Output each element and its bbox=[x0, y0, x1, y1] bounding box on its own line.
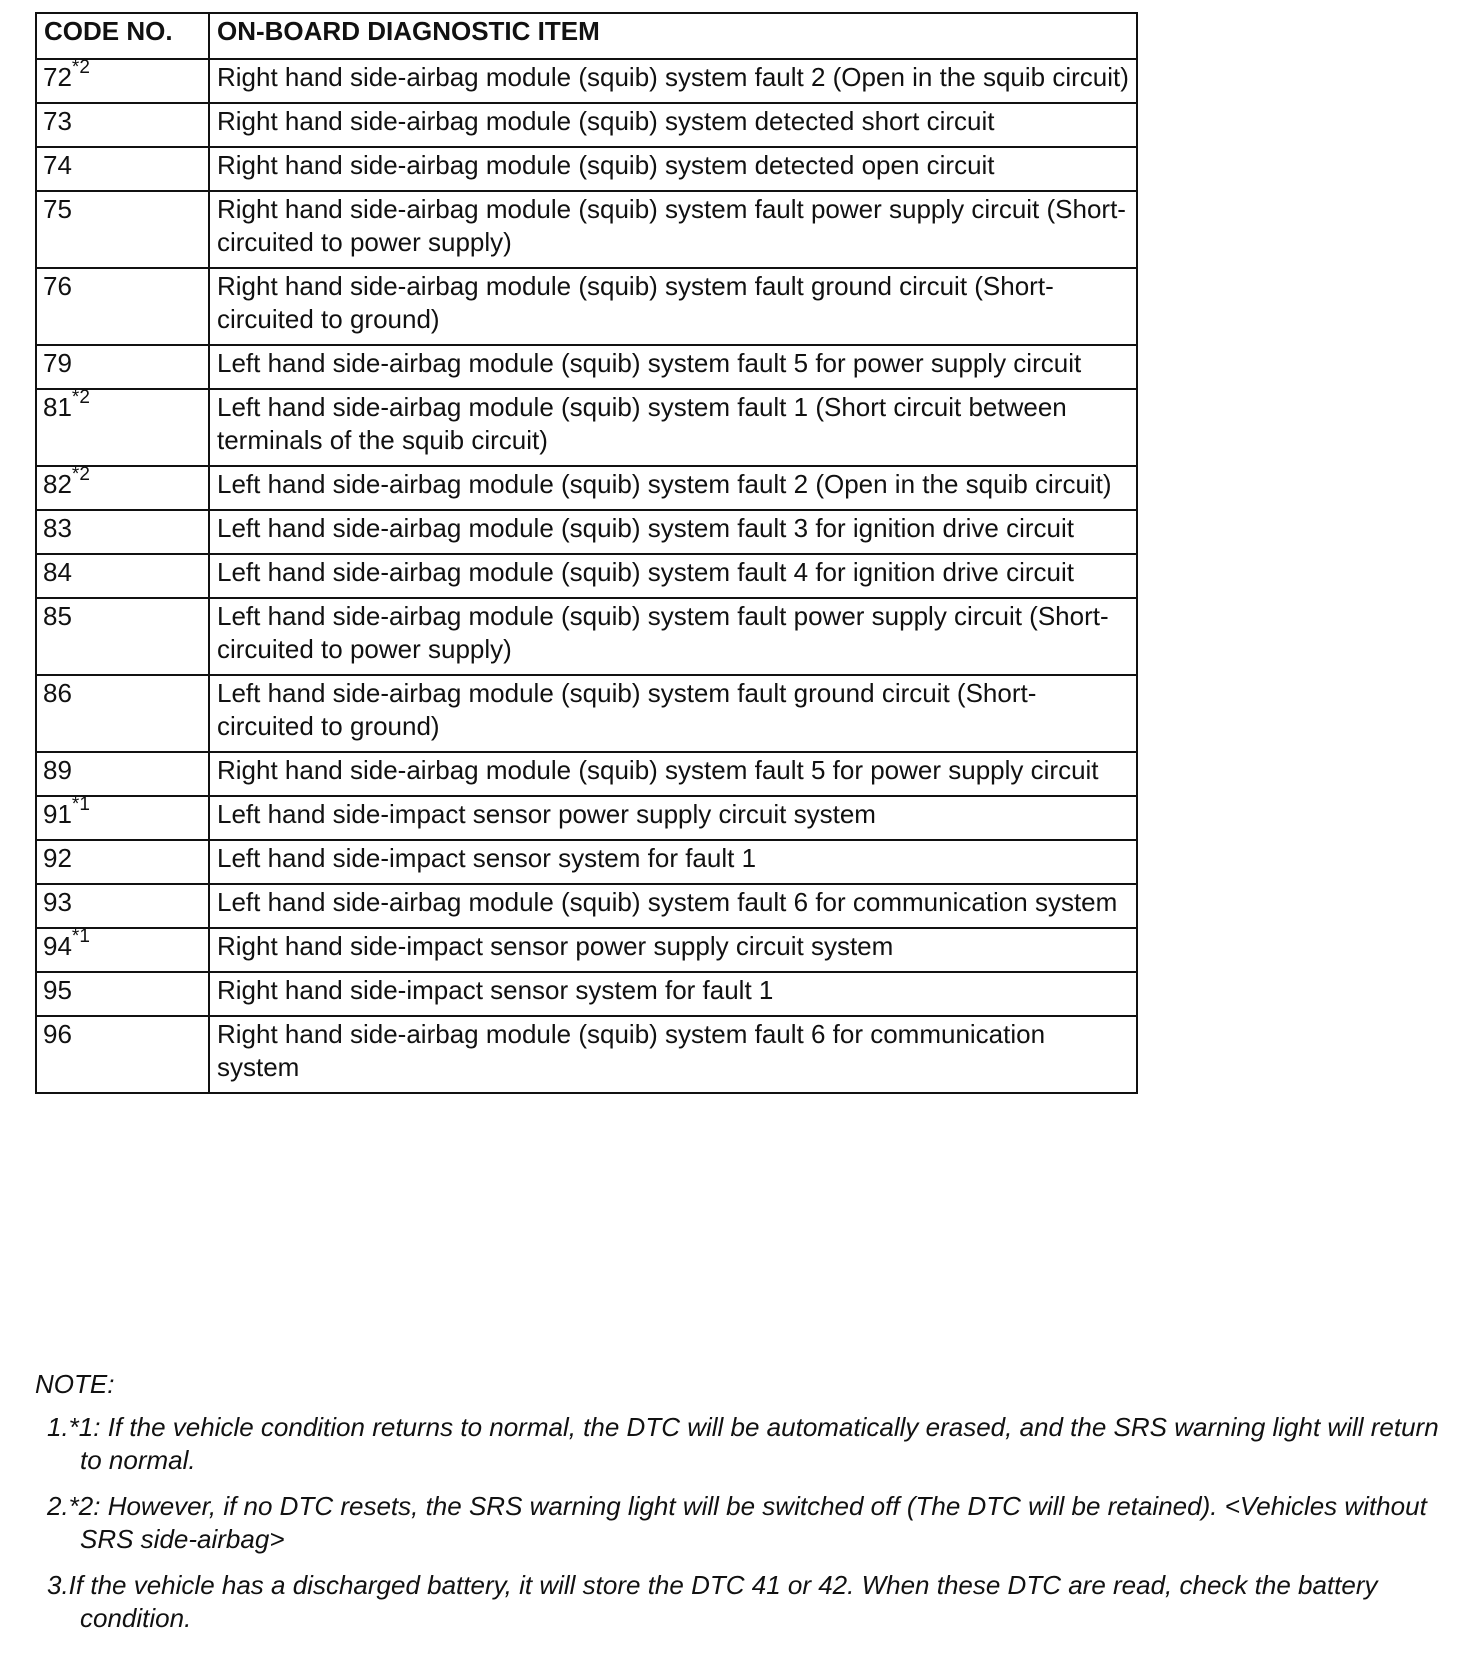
table-row bbox=[36, 554, 1137, 598]
code-number: 86 bbox=[43, 678, 72, 708]
item-cell: Left hand side-airbag module (squib) system fault 6 for communication system bbox=[209, 884, 1137, 928]
table-row bbox=[36, 884, 1137, 928]
code-number: 94 bbox=[43, 931, 72, 961]
table-row bbox=[36, 268, 1137, 345]
code-number: 96 bbox=[43, 1019, 72, 1049]
item-column-header: ON-BOARD DIAGNOSTIC ITEM bbox=[209, 13, 1137, 59]
footnote-marker: *1 bbox=[71, 794, 90, 816]
notes-title: NOTE: bbox=[35, 1369, 115, 1399]
code-number: 91 bbox=[43, 799, 72, 829]
diagnostic-code-table bbox=[35, 12, 1138, 1094]
table-row bbox=[36, 972, 1137, 1016]
item-cell: Left hand side-impact sensor system for fault 1 bbox=[209, 840, 1137, 884]
code-cell bbox=[36, 59, 209, 103]
code-cell bbox=[36, 675, 209, 752]
footnote-marker: *1 bbox=[71, 926, 90, 948]
table-row bbox=[36, 752, 1137, 796]
item-cell: Left hand side-airbag module (squib) system fault power supply circuit (Short-circuited to power supply) bbox=[209, 598, 1137, 675]
code-number: 72 bbox=[43, 62, 72, 92]
code-number: 76 bbox=[43, 271, 72, 301]
table-row bbox=[36, 510, 1137, 554]
footnote-marker: *2 bbox=[71, 464, 90, 486]
code-number: 74 bbox=[43, 150, 72, 180]
table-header-row bbox=[36, 13, 1137, 59]
table-body bbox=[36, 59, 1137, 1093]
note-item: 3.If the vehicle has a discharged battery, it will store the DTC 41 or 42. When these DTC are read, check the battery condition. bbox=[47, 1570, 1378, 1633]
table-row bbox=[36, 103, 1137, 147]
table-row bbox=[36, 345, 1137, 389]
item-cell: Left hand side-airbag module (squib) system fault 3 for ignition drive circuit bbox=[209, 510, 1137, 554]
item-cell: Left hand side-airbag module (squib) system fault 1 (Short circuit between terminals of the squib circuit) bbox=[209, 389, 1137, 466]
code-cell bbox=[36, 268, 209, 345]
code-number: 81 bbox=[43, 392, 72, 422]
code-number: 93 bbox=[43, 887, 72, 917]
table-row bbox=[36, 466, 1137, 510]
code-cell bbox=[36, 103, 209, 147]
code-number: 89 bbox=[43, 755, 72, 785]
note-item: 1.*1: If the vehicle condition returns to normal, the DTC will be automatically erased, and the SRS warning light will return to normal. bbox=[47, 1412, 1439, 1475]
item-cell: Right hand side-airbag module (squib) system fault ground circuit (Short-circuited to ground) bbox=[209, 268, 1137, 345]
code-cell bbox=[36, 752, 209, 796]
item-cell: Right hand side-impact sensor system for fault 1 bbox=[209, 972, 1137, 1016]
item-cell: Left hand side-airbag module (squib) system fault 5 for power supply circuit bbox=[209, 345, 1137, 389]
code-cell bbox=[36, 598, 209, 675]
table-row bbox=[36, 928, 1137, 972]
footnote-marker: *2 bbox=[71, 57, 90, 79]
item-cell: Right hand side-airbag module (squib) system fault 5 for power supply circuit bbox=[209, 752, 1137, 796]
code-cell bbox=[36, 796, 209, 840]
footnote-marker: *2 bbox=[71, 387, 90, 409]
code-number: 73 bbox=[43, 106, 72, 136]
table-row bbox=[36, 796, 1137, 840]
code-cell bbox=[36, 554, 209, 598]
item-cell: Right hand side-airbag module (squib) system fault 6 for communication system bbox=[209, 1016, 1137, 1093]
code-number: 75 bbox=[43, 194, 72, 224]
code-cell bbox=[36, 466, 209, 510]
code-cell bbox=[36, 1016, 209, 1093]
table-row bbox=[36, 1016, 1137, 1093]
item-cell: Left hand side-airbag module (squib) system fault 4 for ignition drive circuit bbox=[209, 554, 1137, 598]
code-number: 79 bbox=[43, 348, 72, 378]
code-cell bbox=[36, 510, 209, 554]
code-number: 95 bbox=[43, 975, 72, 1005]
code-cell bbox=[36, 345, 209, 389]
note-item: 2.*2: However, if no DTC resets, the SRS warning light will be switched off (The DTC will be retained). <Vehicles without SRS side-airbag> bbox=[47, 1491, 1427, 1554]
item-cell: Right hand side-airbag module (squib) system fault 2 (Open in the squib circuit) bbox=[209, 59, 1137, 103]
code-number: 84 bbox=[43, 557, 72, 587]
item-cell: Left hand side-impact sensor power supply circuit system bbox=[209, 796, 1137, 840]
code-cell bbox=[36, 972, 209, 1016]
table-row bbox=[36, 840, 1137, 884]
item-cell: Right hand side-airbag module (squib) system detected short circuit bbox=[209, 103, 1137, 147]
notes-section bbox=[35, 1368, 1455, 1648]
code-number: 82 bbox=[43, 469, 72, 499]
code-number: 92 bbox=[43, 843, 72, 873]
code-cell bbox=[36, 147, 209, 191]
code-number: 85 bbox=[43, 601, 72, 631]
code-cell bbox=[36, 191, 209, 268]
code-cell bbox=[36, 884, 209, 928]
table-row bbox=[36, 59, 1137, 103]
table-row bbox=[36, 598, 1137, 675]
table-row bbox=[36, 675, 1137, 752]
table-row bbox=[36, 191, 1137, 268]
table-row bbox=[36, 147, 1137, 191]
code-column-header: CODE NO. bbox=[36, 13, 209, 59]
item-cell: Right hand side-airbag module (squib) system fault power supply circuit (Short-circuited to power supply) bbox=[209, 191, 1137, 268]
code-number: 83 bbox=[43, 513, 72, 543]
item-cell: Right hand side-impact sensor power supply circuit system bbox=[209, 928, 1137, 972]
table-row bbox=[36, 389, 1137, 466]
item-cell: Left hand side-airbag module (squib) system fault ground circuit (Short-circuited to ground) bbox=[209, 675, 1137, 752]
code-cell bbox=[36, 389, 209, 466]
code-cell bbox=[36, 840, 209, 884]
item-cell: Left hand side-airbag module (squib) system fault 2 (Open in the squib circuit) bbox=[209, 466, 1137, 510]
item-cell: Right hand side-airbag module (squib) system detected open circuit bbox=[209, 147, 1137, 191]
code-cell bbox=[36, 928, 209, 972]
